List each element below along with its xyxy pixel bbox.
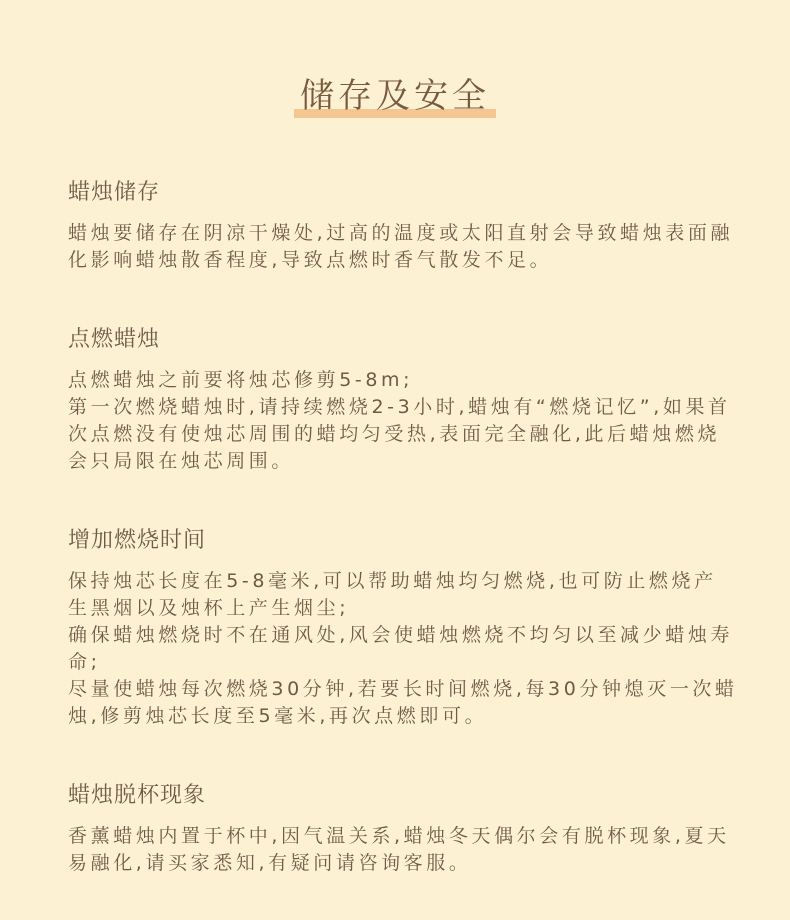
section-heading: 增加燃烧时间 bbox=[68, 528, 207, 553]
section-heading: 点燃蜡烛 bbox=[68, 327, 161, 352]
section-heading: 蜡烛脱杯现象 bbox=[68, 783, 207, 808]
section-candle-detach bbox=[68, 781, 738, 877]
page-title-text: 储存及安全 bbox=[300, 76, 490, 116]
section-paragraph: 蜡烛要储存在阴凉干燥处,过高的温度或太阳直射会导致蜡烛表面融化影响蜡烛散香程度,导致点燃时香气散发不足。 bbox=[68, 222, 734, 271]
section-paragraph: 确保蜡烛燃烧时不在通风处,风会使蜡烛燃烧不均匀以至减少蜡烛寿命; bbox=[68, 624, 734, 673]
section-heading: 蜡烛储存 bbox=[68, 180, 161, 205]
section-candle-storage bbox=[68, 178, 738, 274]
section-paragraph: 保持烛芯长度在5-8毫米,可以帮助蜡烛均匀燃烧,也可防止燃烧产生黑烟以及烛杯上产生烟尘; bbox=[68, 570, 717, 619]
page-title bbox=[294, 74, 496, 118]
section-paragraph: 点燃蜡烛之前要将烛芯修剪5-8m; bbox=[68, 369, 414, 391]
title-area bbox=[0, 74, 790, 118]
section-lighting-candle bbox=[68, 325, 738, 475]
section-burn-time bbox=[68, 526, 738, 730]
section-paragraph: 香薰蜡烛内置于杯中,因气温关系,蜡烛冬天偶尔会有脱杯现象,夏天易融化,请买家悉知,有疑问请咨询客服。 bbox=[68, 825, 730, 874]
section-paragraph: 第一次燃烧蜡烛时,请持续燃烧2-3小时,蜡烛有“燃烧记忆”,如果首次点燃没有使烛芯周围的蜡均匀受热,表面完全融化,此后蜡烛燃烧会只局限在烛芯周围。 bbox=[68, 396, 731, 472]
section-paragraph: 尽量使蜡烛每次燃烧30分钟,若要长时间燃烧,每30分钟熄灭一次蜡烛,修剪烛芯长度至5毫米,再次点燃即可。 bbox=[68, 678, 738, 727]
